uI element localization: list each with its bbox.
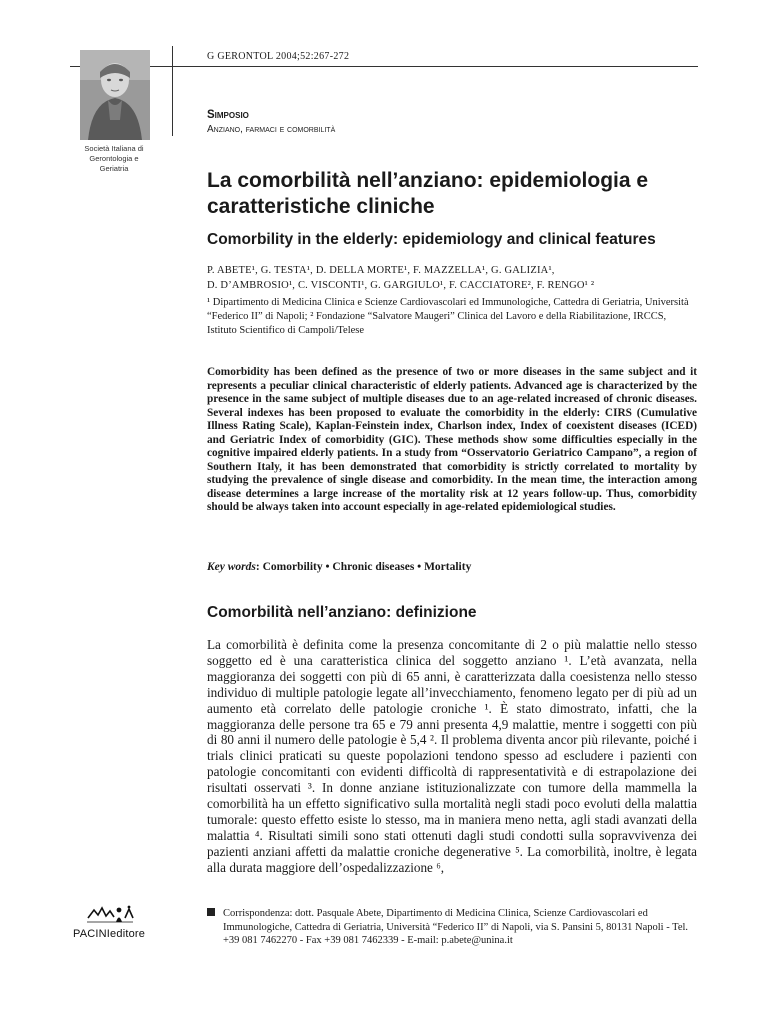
author-line: P. ABETE¹, G. TESTA¹, D. DELLA MORTE¹, F. MAZZELLA¹, G. GALIZIA¹, bbox=[207, 265, 555, 276]
correspondence bbox=[207, 907, 697, 948]
header-vertical-rule bbox=[172, 46, 173, 136]
article-title-italian: La comorbilità nell’anziano: epidemiologia e caratteristiche cliniche bbox=[207, 169, 649, 218]
keywords-list: : Comorbility • Chronic diseases • Mortality bbox=[255, 561, 472, 573]
keywords bbox=[207, 561, 471, 573]
journal-citation: G GERONTOL 2004;52:267-272 bbox=[207, 51, 350, 62]
header-horizontal-rule bbox=[70, 66, 698, 67]
keywords-label: Key words bbox=[207, 561, 256, 573]
society-name: Società Italiana di Gerontologia e Geriatria bbox=[84, 144, 144, 173]
article-title-english: Comorbility in the elderly: epidemiology and clinical features bbox=[207, 231, 656, 248]
publisher-name: PACINIeditore bbox=[73, 928, 146, 940]
correspondence-text: Corrispondenza: dott. Pasquale Abete, Dipartimento di Medicina Clinica, Scienze Cardiovascolari ed Immunologiche, Cattedra di Geriatria, Università “Federico II” di Napoli, via S. Pansini 5, 80131 Napoli - Tel. +39 081 7462270 - Fax +39 081 7462339 - E-mail: p.abete@unina.it bbox=[223, 908, 689, 946]
author-line: D. D’AMBROSIO¹, C. VISCONTI¹, G. GARGIULO¹, F. CACCIATORE², F. RENGO¹ ² bbox=[207, 280, 595, 291]
section-label: Simposio bbox=[207, 109, 249, 121]
subsection-label: Anziano, farmaci e comorbilità bbox=[207, 124, 336, 135]
abstract: Comorbidity has been defined as the presence of two or more diseases in the same subject and it represents a peculiar clinical characteristic of elderly patients. Advanced age is characterized by the presence in the same subject of multiple diseases due to an age-related increased of chronic diseases. Several indexes has been proposed to evaluate the comorbidity in the elderly: CIRS (Cumulative Illness Rating Scale), Kaplan-Feinstein index, Charlson index, Index of coexistent diseases (ICED) and Geriatric Index of comorbidity (GIC). These methods show some difficulties especially in the cognitive impaired elderly patients. In a study from “Osservatorio Geriatrico Campano”, a region of Southern Italy, it has been demonstrated that comorbidity is strictly correlated to mortality by studying the prevalence of single disease and comorbidity. In the mean time, the interaction among disease determines a large increase of the mortality risk at 12 years follow-up. Thus, comorbidity should be always taken into account especially in age-related epidemiological studies. bbox=[207, 366, 697, 513]
body-paragraph: La comorbilità è definita come la presenza concomitante di 2 o più malattie nello stesso soggetto ed è una caratteristica clinica del soggetto anziano ¹. L’età avanzata, nella maggioranza dei soggetti con più di 65 anni, è caratterizzata dalla coesistenza nello stesso individuo di multiple patologie legate all’invecchiamento, fenomeno legato per di più ad un aumento età correlato delle patologie croniche ¹. È stato dimostrato, infatti, che la maggioranza delle persone tra 65 e 79 anni presenta 4,9 malattie, mentre i soggetti con più di 80 anni il numero delle patologie è 5,4 ². Il problema diventa ancor più rilevante, poiché i trials clinici praticati su queste popolazioni tendono spesso ad escludere i pazienti con patologie concomitanti con evidenti difficoltà di rappresentatività e di estrapolazione dei risultati osservati ³. In donne anziane istituzionalizzate con tumore della mammella la comorbilità ha un effetto significativo sulla mortalità negli stadi poco evoluti della malattia tumorale: questo effetto esiste lo stesso, ma in maniera meno netta, agli stadi avanzati della malattia ⁴. Risultati simili sono stati ottenuti dagli studi condotti sulla sopravvivenza dei pazienti anziani affetti da malattie croniche degenerative ⁵. La comorbilità, inoltre, è legata alla durata maggiore dell’ospedalizzazione ⁶, bbox=[207, 637, 697, 875]
section-heading: Comorbilità nell’anziano: definizione bbox=[207, 604, 477, 621]
author-list bbox=[207, 263, 697, 293]
affiliations: ¹ Dipartimento di Medicina Clinica e Scienze Cardiovascolari ed Immunologiche, Cattedra di Geriatria, Università “Federico II” di Napoli; ² Fondazione “Salvatore Maugeri” Clinica del Lavoro e della Riabilitazione, IRCCS, Istituto Scientifico di Campoli/Telese bbox=[207, 297, 689, 336]
publisher-logo-icon bbox=[85, 904, 135, 924]
society-portrait-image bbox=[80, 50, 150, 140]
bullet-square-icon bbox=[207, 908, 215, 916]
